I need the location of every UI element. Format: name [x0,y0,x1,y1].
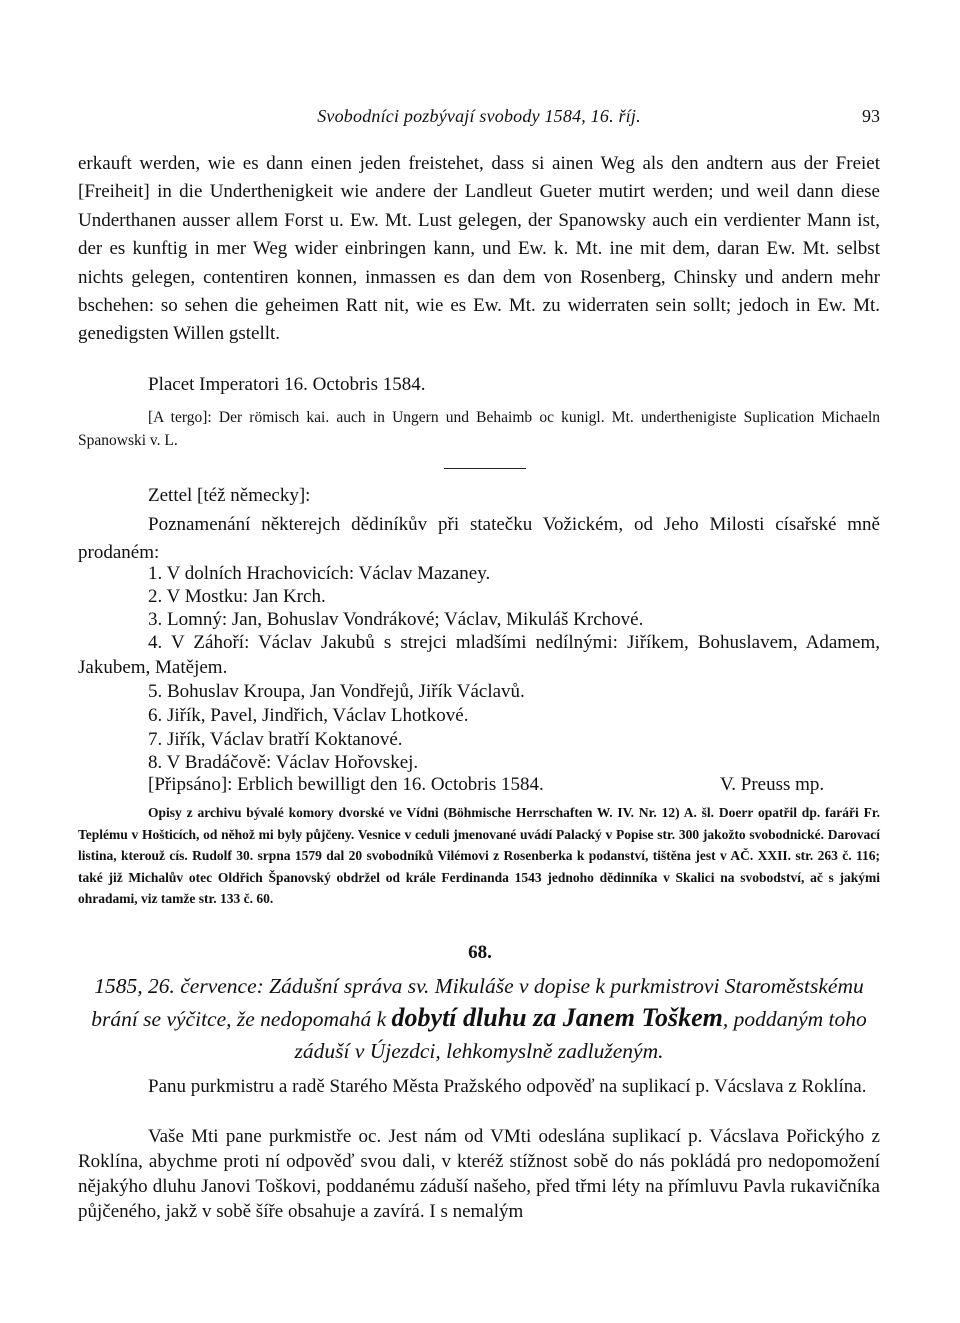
title-part-2: , poddaným toho záduší v Újezdci, lehkomyslně zadluženým. [294,1007,867,1063]
zettel-item: 8. V Bradáčově: Václav Hořovskej. [148,752,419,773]
tergo-note: [A tergo]: Der römisch kai. auch in Ungern und Behaimb oc kunigl. Mt. underthenigiste Suplication Michaeln Spanowski v. L. [78,409,880,449]
zettel-heading: Zettel [též německy]: [148,485,311,506]
zettel-intro: Poznamenání některejch dědiníkův při statečku Vožickém, od Jeho Milosti císařské mně prodaném: [78,514,880,564]
placet-line: Placet Imperatori 16. Octobris 1584. [148,374,426,395]
zettel-item: 5. Bohuslav Kroupa, Jan Vondřejů, Jiřík Václavů. [148,681,525,702]
running-title: Svobodníci pozbývají svobody 1584, 16. říj. [317,106,641,126]
section-divider [444,468,526,469]
zettel-item: 1. V dolních Hrachovicích: Václav Mazaney. [148,563,491,584]
zettel-item: 2. V Mostku: Jan Krch. [148,586,326,607]
annotation-left: [Připsáno]: Erblich bewilligt den 16. Octobris 1584. [148,774,544,795]
document-number: 68. [468,942,492,963]
zettel-item: 3. Lomný: Jan, Bohuslav Vondrákové; Václav, Mikuláš Krchové. [148,609,644,630]
document-address: Panu purkmistru a radě Starého Města Pražského odpověď na suplikací p. Vácslava z Roklína. [148,1076,867,1097]
zettel-item: 4. V Záhoří: Václav Jakubů s strejci mladšími nedílnými: Jiříkem, Bohuslavem, Adamem, Jakubem, Matějem. [78,632,880,678]
document-body: Vaše Mti pane purkmistře oc. Jest nám od VMti odeslána suplikací p. Vácslava Pořickýho z Roklína, abychme proti ní odpověď svou dali, v kteréž stížnost sobě do nás pokládá pro nedopomožení nějakýho dluhu Janovi Toškovi, poddanému záduší našeho, před třmi léty na přímluvu Pavla rukavičníka půjčeného, jakž v sobě šíře obsahuje a zavírá. I s nemalým [78,1126,880,1222]
annotation-signature: V. Preuss mp. [720,774,825,795]
letter-body: erkauft werden, wie es dann einen jeden freistehet, dass si ainen Weg als den andtern aus der Freiet [Freiheit] in die Underthenigkeit wie andere der Landleut Gueter mutirt werden; und weil dann diese Underthanen ausser allem Forst u. Ew. Mt. Lust gelegen, der Spanowsky auch ein verdienter Mann ist, der es kunftig in mer Weg wider einbringen kann, und Ew. k. Mt. ine mit dem, daran Ew. Mt. selbst nichts gelegen, contentiren konnen, inmassen es dan dem von Rosenberg, Chinsky und andern mehr bschehen: so sehen die geheimen Ratt nit, wie es Ew. Mt. zu widerraten sein sollt; jedoch in Ew. Mt. genedigsten Willen gstellt. [78,153,880,345]
zettel-item: 6. Jiřík, Pavel, Jindřich, Václav Lhotkové. [148,705,469,726]
title-part-1: 1585, 26. července: Zádušní správa sv. Mikuláše v dopise k purkmistrovi Staroměstskému brání se výčitce, že nedopomahá k [91,974,864,1031]
zettel-item: 7. Jiřík, Václav bratří Koktanové. [148,729,403,750]
document-title [78,970,880,1067]
page-header [78,106,880,132]
source-notes: Opisy z archivu bývalé komory dvorské ve Vídni (Böhmische Herrschaften W. IV. Nr. 12) A. šl. Doerr opatřil dp. faráři Fr. Teplému v Hošticích, od něhož mi byly půjčeny. Vesnice v ceduli jmenované uvádí Palacký v Popise str. 300 jakožto svobodnické. Darovací listina, kterouž cís. Rudolf 30. srpna 1579 dal 20 svobodníků Vilémovi z Rosenberka k podanství, tištěna jest v AČ. XXII. str. 263 č. 116; také již Michalův otec Oldřich Španovský obdržel od krále Ferdinanda 1543 jednoho dědinníka v Skalici na svobodství, ač s jakými ohradami, viz tamže str. 133 č. 60. [78,805,880,906]
page-number: 93 [862,106,880,126]
title-emphasis: dobytí dluhu za Janem Toškem [391,1003,723,1032]
